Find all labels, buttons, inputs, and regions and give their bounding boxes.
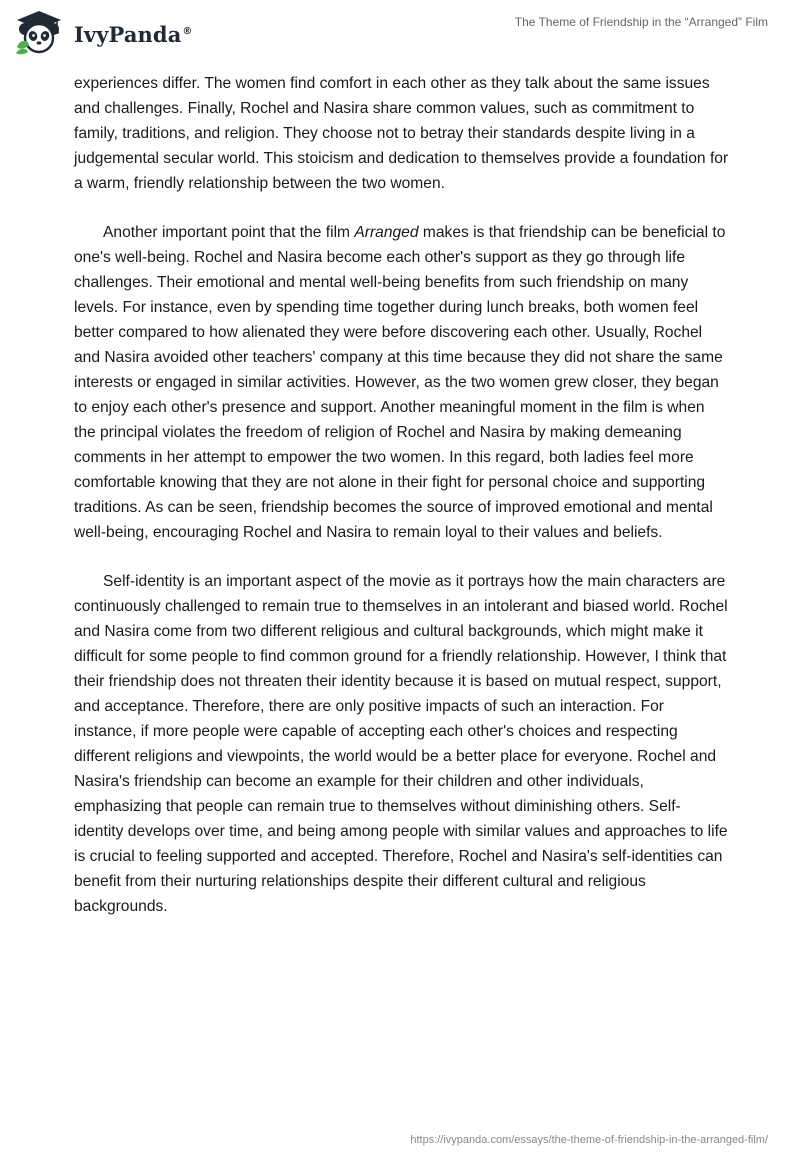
panda-graduate-icon [14,9,64,55]
paragraph-2-start: Another important point that the film [103,224,355,241]
paragraph-2-rest: makes is that friendship can be beneficial to one's well-being. Rochel and Nasira become each other's support as they go through life challenges. Their emotional and mental well-being benefits from such friendship on many levels. For instance, even by spending time together during lunch breaks, both women feel better compared to how alienated they were before discovering each other. Usually, Rochel and Nasira avoided other teachers' company at this time because they did not share the same interests or engaged in similar activities. However, as the two women grew closer, they began to enjoy each other's presence and support. Another meaningful moment in the film is when the principal violates the freedom of religion of Rochel and Nasira by making demeaning comments in her attempt to empower the two women. In this regard, both ladies feel more comfortable knowing that they are not alone in their fight for personal choice and supporting traditions. As can be seen, friendship becomes the source of improved emotional and mental well-being, encouraging Rochel and Nasira to remain loyal to their values and beliefs. [74,224,726,541]
logo-registered-mark: ® [182,25,193,37]
logo-text [74,22,193,47]
ivypanda-logo[interactable] [14,8,193,56]
source-url-link[interactable]: https://ivypanda.com/essays/the-theme-of-friendship-in-the-arranged-film/ [410,1134,768,1146]
essay-body [74,71,730,943]
logo-wordmark: IvyPanda [74,21,182,47]
paragraph-3: Self-identity is an important aspect of the movie as it portrays how the main characters are continuously challenged to remain true to themselves in an intolerant and biased world. Rochel and Nasira come from two different religious and cultural backgrounds, which might make it difficult for some people to find common ground for a friendly relationship. However, I think that their friendship does not threaten their identity because it is based on mutual respect, support, and acceptance. Therefore, there are only positive impacts of such an interaction. For instance, if more people were capable of accepting each other's choices and respecting different religions and viewpoints, the world would be a better place for everyone. Rochel and Nasira's friendship can become an example for their children and other individuals, emphasizing that people can remain true to themselves without diminishing others. Self-identity develops over time, and being among people with similar values and approaches to life is crucial to feeling supported and accepted. Therefore, Rochel and Nasira's self-identities can benefit from their nurturing relationships despite their different cultural and religious backgrounds. [74,573,728,915]
paragraph-1: experiences differ. The women find comfort in each other as they talk about the same issues and challenges. Finally, Rochel and Nasira share common values, such as commitment to family, traditions, and religion. They choose not to betray their standards despite living in a judgemental secular world. This stoicism and dedication to themselves provide a foundation for a warm, friendly relationship between the two women. [74,75,729,192]
paragraph-2 [74,220,730,545]
document-title: The Theme of Friendship in the “Arranged” Film [514,15,768,29]
page-header [0,0,800,60]
film-title-italic: Arranged [354,224,419,241]
